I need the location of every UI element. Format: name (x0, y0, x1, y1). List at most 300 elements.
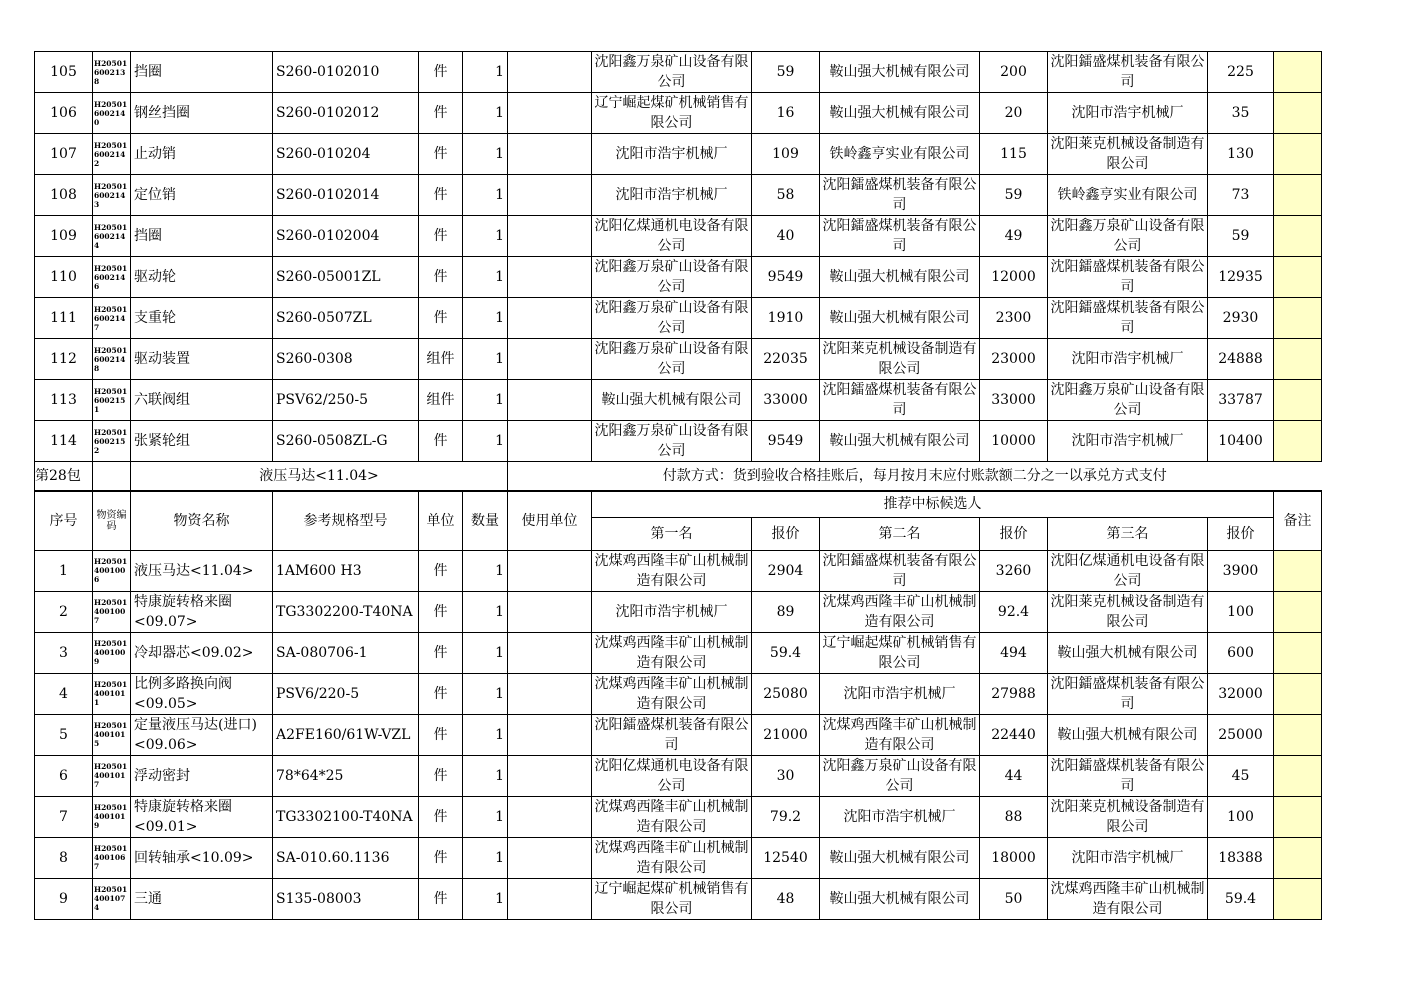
cell-name: 六联阀组 (131, 380, 273, 421)
cell-qty: 1 (463, 93, 508, 134)
cell-model: 78*64*25 (273, 755, 419, 796)
spreadsheet (34, 51, 1322, 920)
cell-p3: 130 (1208, 134, 1274, 175)
cell-second: 沈阳鐳盛煤机装备有限公司 (820, 380, 980, 421)
cell-qty: 1 (463, 837, 508, 878)
cell-p2: 44 (980, 755, 1048, 796)
cell-p2: 59 (980, 175, 1048, 216)
cell-code: H20501400101 1 (93, 673, 131, 714)
cell-note (1274, 837, 1322, 878)
cell-p1: 9549 (752, 257, 820, 298)
cell-name: 挡圈 (131, 52, 273, 93)
cell-model: A2FE160/61W-VZL (273, 714, 419, 755)
cell-model: 1AM600 H3 (273, 550, 419, 591)
cell-model: TG3302200-T40NA (273, 591, 419, 632)
cell-note (1274, 380, 1322, 421)
cell-p2: 200 (980, 52, 1048, 93)
cell-p2: 20 (980, 93, 1048, 134)
cell-name: 挡圈 (131, 216, 273, 257)
cell-note (1274, 421, 1322, 462)
cell-note (1274, 257, 1322, 298)
cell-unit: 件 (419, 216, 463, 257)
cell-note (1274, 714, 1322, 755)
cell-code: H20501400100 9 (93, 632, 131, 673)
table-row (35, 216, 1322, 257)
cell-unit: 件 (419, 52, 463, 93)
cell-p3: 225 (1208, 52, 1274, 93)
cell-third: 沈阳市浩宇机械厂 (1048, 421, 1208, 462)
cell-first: 沈阳市浩宇机械厂 (592, 591, 752, 632)
header-price-1: 报价 (752, 517, 820, 550)
header-model: 参考规格型号 (273, 491, 419, 550)
cell-unit: 件 (419, 755, 463, 796)
cell-qty: 1 (463, 257, 508, 298)
cell-p1: 1910 (752, 298, 820, 339)
cell-p2: 2300 (980, 298, 1048, 339)
cell-unit: 件 (419, 632, 463, 673)
cell-p2: 3260 (980, 550, 1048, 591)
cell-p2: 12000 (980, 257, 1048, 298)
cell-note (1274, 175, 1322, 216)
cell-no: 112 (35, 339, 93, 380)
cell-name: 三通 (131, 878, 273, 919)
cell-model: S260-010204 (273, 134, 419, 175)
cell-second: 沈阳莱克机械设备制造有限公司 (820, 339, 980, 380)
cell-no: 9 (35, 878, 93, 919)
cell-third: 沈阳莱克机械设备制造有限公司 (1048, 134, 1208, 175)
cell-user (508, 134, 592, 175)
cell-first: 沈阳市浩宇机械厂 (592, 134, 752, 175)
cell-second: 沈阳市浩宇机械厂 (820, 796, 980, 837)
payment-terms: 付款方式：货到验收合格挂账后，每月按月末应付账款额二分之一以承兑方式支付 (508, 462, 1322, 492)
cell-code: H20501600214 0 (93, 93, 131, 134)
table-row (35, 52, 1322, 93)
cell-p2: 49 (980, 216, 1048, 257)
table-row (35, 755, 1322, 796)
cell-code: H20501600214 3 (93, 175, 131, 216)
cell-first: 沈煤鸡西隆丰矿山机械制造有限公司 (592, 796, 752, 837)
header-first: 第一名 (592, 517, 752, 550)
cell-third: 沈阳莱克机械设备制造有限公司 (1048, 796, 1208, 837)
header-price-3: 报价 (1208, 517, 1274, 550)
cell-first: 沈阳鑫万泉矿山设备有限公司 (592, 52, 752, 93)
cell-model: S260-0507ZL (273, 298, 419, 339)
cell-user (508, 591, 592, 632)
cell-user (508, 632, 592, 673)
cell-code: H20501600214 6 (93, 257, 131, 298)
cell-third: 沈阳鑫万泉矿山设备有限公司 (1048, 216, 1208, 257)
cell-p1: 59.4 (752, 632, 820, 673)
cell-no: 105 (35, 52, 93, 93)
cell-note (1274, 878, 1322, 919)
cell-code: H20501400107 4 (93, 878, 131, 919)
cell-first: 沈煤鸡西隆丰矿山机械制造有限公司 (592, 550, 752, 591)
cell-qty: 1 (463, 175, 508, 216)
cell-p1: 16 (752, 93, 820, 134)
cell-p1: 21000 (752, 714, 820, 755)
cell-name: 液压马达<11.04> (131, 550, 273, 591)
cell-no: 113 (35, 380, 93, 421)
cell-p1: 109 (752, 134, 820, 175)
cell-third: 鞍山强大机械有限公司 (1048, 632, 1208, 673)
cell-p3: 59 (1208, 216, 1274, 257)
lower-rows (35, 550, 1322, 919)
cell-model: S260-0102004 (273, 216, 419, 257)
table-row (35, 837, 1322, 878)
cell-model: PSV6/220-5 (273, 673, 419, 714)
cell-name: 特康旋转格来圈<09.01> (131, 796, 273, 837)
cell-qty: 1 (463, 755, 508, 796)
cell-user (508, 175, 592, 216)
cell-code: H20501400101 5 (93, 714, 131, 755)
cell-unit: 件 (419, 298, 463, 339)
cell-third: 沈阳市浩宇机械厂 (1048, 837, 1208, 878)
cell-user (508, 339, 592, 380)
cell-no: 107 (35, 134, 93, 175)
cell-user (508, 878, 592, 919)
cell-p3: 100 (1208, 591, 1274, 632)
cell-code: H20501600214 7 (93, 298, 131, 339)
cell-name: 钢丝挡圈 (131, 93, 273, 134)
cell-p3: 35 (1208, 93, 1274, 134)
table-row (35, 339, 1322, 380)
table-row (35, 591, 1322, 632)
cell-user (508, 257, 592, 298)
cell-note (1274, 796, 1322, 837)
cell-no: 4 (35, 673, 93, 714)
cell-no: 7 (35, 796, 93, 837)
cell-qty: 1 (463, 52, 508, 93)
cell-qty: 1 (463, 134, 508, 175)
cell-p1: 48 (752, 878, 820, 919)
cell-p1: 40 (752, 216, 820, 257)
cell-name: 定量液压马达(进口)<09.06> (131, 714, 273, 755)
cell-second: 鞍山强大机械有限公司 (820, 52, 980, 93)
cell-p3: 25000 (1208, 714, 1274, 755)
cell-user (508, 298, 592, 339)
cell-p3: 100 (1208, 796, 1274, 837)
table-row (35, 380, 1322, 421)
table-row (35, 796, 1322, 837)
cell-p3: 2930 (1208, 298, 1274, 339)
cell-no: 110 (35, 257, 93, 298)
cell-model: SA-080706-1 (273, 632, 419, 673)
header-price-2: 报价 (980, 517, 1048, 550)
cell-unit: 件 (419, 134, 463, 175)
cell-name: 定位销 (131, 175, 273, 216)
cell-first: 沈阳鑫万泉矿山设备有限公司 (592, 298, 752, 339)
cell-no: 3 (35, 632, 93, 673)
cell-first: 沈阳亿煤通机电设备有限公司 (592, 755, 752, 796)
package-header (35, 462, 1322, 551)
cell-unit: 件 (419, 175, 463, 216)
cell-qty: 1 (463, 591, 508, 632)
cell-model: S260-05001ZL (273, 257, 419, 298)
cell-p3: 32000 (1208, 673, 1274, 714)
cell-second: 鞍山强大机械有限公司 (820, 837, 980, 878)
cell-p3: 18388 (1208, 837, 1274, 878)
cell-model: SA-010.60.1136 (273, 837, 419, 878)
cell-model: S260-0102012 (273, 93, 419, 134)
cell-note (1274, 216, 1322, 257)
cell-user (508, 52, 592, 93)
cell-code: H20501600215 2 (93, 421, 131, 462)
cell-p1: 25080 (752, 673, 820, 714)
cell-p2: 33000 (980, 380, 1048, 421)
cell-p3: 33787 (1208, 380, 1274, 421)
cell-p1: 59 (752, 52, 820, 93)
cell-name: 支重轮 (131, 298, 273, 339)
cell-third: 沈阳亿煤通机电设备有限公司 (1048, 550, 1208, 591)
cell-code: H20501600214 2 (93, 134, 131, 175)
cell-model: S260-0508ZL-G (273, 421, 419, 462)
cell-p2: 10000 (980, 421, 1048, 462)
cell-code: H20501400101 7 (93, 755, 131, 796)
cell-qty: 1 (463, 673, 508, 714)
cell-qty: 1 (463, 339, 508, 380)
cell-user (508, 550, 592, 591)
header-note: 备注 (1274, 491, 1322, 550)
cell-no: 8 (35, 837, 93, 878)
cell-model: S135-08003 (273, 878, 419, 919)
cell-first: 沈阳市浩宇机械厂 (592, 175, 752, 216)
cell-first: 沈煤鸡西隆丰矿山机械制造有限公司 (592, 837, 752, 878)
header-third: 第三名 (1048, 517, 1208, 550)
cell-second: 鞍山强大机械有限公司 (820, 257, 980, 298)
cell-p1: 79.2 (752, 796, 820, 837)
cell-qty: 1 (463, 632, 508, 673)
cell-note (1274, 673, 1322, 714)
cell-note (1274, 591, 1322, 632)
cell-first: 辽宁崛起煤矿机械销售有限公司 (592, 878, 752, 919)
cell-code: H20501600214 4 (93, 216, 131, 257)
cell-name: 驱动装置 (131, 339, 273, 380)
package-label: 第28包 (35, 462, 93, 492)
cell-second: 沈阳市浩宇机械厂 (820, 673, 980, 714)
header-second: 第二名 (820, 517, 980, 550)
cell-user (508, 714, 592, 755)
cell-qty: 1 (463, 298, 508, 339)
cell-model: S260-0308 (273, 339, 419, 380)
cell-note (1274, 134, 1322, 175)
cell-qty: 1 (463, 380, 508, 421)
cell-second: 铁岭鑫亨实业有限公司 (820, 134, 980, 175)
table-row (35, 714, 1322, 755)
upper-rows (35, 52, 1322, 462)
cell-code: H20501400100 6 (93, 550, 131, 591)
cell-first: 沈阳鑫万泉矿山设备有限公司 (592, 257, 752, 298)
header-qty: 数量 (463, 491, 508, 550)
cell-name: 特康旋转格来圈<09.07> (131, 591, 273, 632)
cell-p2: 50 (980, 878, 1048, 919)
cell-code: H20501400106 7 (93, 837, 131, 878)
cell-name: 回转轴承<10.09> (131, 837, 273, 878)
table-row (35, 134, 1322, 175)
cell-p2: 27988 (980, 673, 1048, 714)
cell-second: 鞍山强大机械有限公司 (820, 878, 980, 919)
cell-p2: 88 (980, 796, 1048, 837)
cell-name: 驱动轮 (131, 257, 273, 298)
cell-name: 张紧轮组 (131, 421, 273, 462)
cell-third: 沈阳鑫万泉矿山设备有限公司 (1048, 380, 1208, 421)
cell-unit: 件 (419, 591, 463, 632)
cell-third: 铁岭鑫亨实业有限公司 (1048, 175, 1208, 216)
header-unit: 单位 (419, 491, 463, 550)
cell-note (1274, 52, 1322, 93)
cell-first: 沈煤鸡西隆丰矿山机械制造有限公司 (592, 632, 752, 673)
cell-qty: 1 (463, 796, 508, 837)
cell-p2: 115 (980, 134, 1048, 175)
cell-p1: 9549 (752, 421, 820, 462)
cell-no: 108 (35, 175, 93, 216)
cell-p3: 73 (1208, 175, 1274, 216)
cell-no: 111 (35, 298, 93, 339)
header-user: 使用单位 (508, 491, 592, 550)
cell-third: 沈阳市浩宇机械厂 (1048, 93, 1208, 134)
cell-unit: 件 (419, 878, 463, 919)
cell-user (508, 796, 592, 837)
cell-p3: 3900 (1208, 550, 1274, 591)
header-code: 物资编码 (93, 491, 131, 550)
cell-second: 鞍山强大机械有限公司 (820, 298, 980, 339)
package-title: 液压马达<11.04> (131, 462, 508, 492)
cell-p1: 33000 (752, 380, 820, 421)
bid-table (34, 51, 1322, 920)
cell-first: 鞍山强大机械有限公司 (592, 380, 752, 421)
cell-third: 沈阳市浩宇机械厂 (1048, 339, 1208, 380)
table-row (35, 257, 1322, 298)
cell-no: 106 (35, 93, 93, 134)
table-row (35, 298, 1322, 339)
cell-unit: 件 (419, 421, 463, 462)
cell-qty: 1 (463, 421, 508, 462)
cell-model: S260-0102010 (273, 52, 419, 93)
cell-code: H20501400100 7 (93, 591, 131, 632)
cell-model: PSV62/250-5 (273, 380, 419, 421)
cell-note (1274, 550, 1322, 591)
cell-p2: 92.4 (980, 591, 1048, 632)
cell-first: 辽宁崛起煤矿机械销售有限公司 (592, 93, 752, 134)
cell-no: 5 (35, 714, 93, 755)
table-row (35, 421, 1322, 462)
cell-unit: 组件 (419, 339, 463, 380)
table-row (35, 673, 1322, 714)
cell-second: 鞍山强大机械有限公司 (820, 93, 980, 134)
cell-unit: 件 (419, 257, 463, 298)
cell-note (1274, 298, 1322, 339)
cell-note (1274, 93, 1322, 134)
cell-p1: 89 (752, 591, 820, 632)
table-row (35, 632, 1322, 673)
cell-unit: 件 (419, 673, 463, 714)
cell-p3: 600 (1208, 632, 1274, 673)
cell-third: 沈煤鸡西隆丰矿山机械制造有限公司 (1048, 878, 1208, 919)
table-row (35, 550, 1322, 591)
cell-no: 6 (35, 755, 93, 796)
cell-p2: 494 (980, 632, 1048, 673)
cell-p2: 18000 (980, 837, 1048, 878)
cell-p1: 58 (752, 175, 820, 216)
cell-unit: 件 (419, 93, 463, 134)
cell-unit: 件 (419, 796, 463, 837)
cell-model: TG3302100-T40NA (273, 796, 419, 837)
cell-second: 辽宁崛起煤矿机械销售有限公司 (820, 632, 980, 673)
cell-p3: 45 (1208, 755, 1274, 796)
cell-first: 沈煤鸡西隆丰矿山机械制造有限公司 (592, 673, 752, 714)
cell-code: H20501600215 1 (93, 380, 131, 421)
cell-code: H20501600213 8 (93, 52, 131, 93)
cell-name: 止动销 (131, 134, 273, 175)
cell-user (508, 755, 592, 796)
cell-first: 沈阳鑫万泉矿山设备有限公司 (592, 339, 752, 380)
cell-second: 沈阳鐳盛煤机装备有限公司 (820, 175, 980, 216)
cell-third: 沈阳鐳盛煤机装备有限公司 (1048, 755, 1208, 796)
cell-code: H20501600214 8 (93, 339, 131, 380)
header-name: 物资名称 (131, 491, 273, 550)
cell-p2: 22440 (980, 714, 1048, 755)
cell-code: H20501400101 9 (93, 796, 131, 837)
cell-p1: 2904 (752, 550, 820, 591)
table-row (35, 175, 1322, 216)
cell-name: 比例多路换向阀<09.05> (131, 673, 273, 714)
cell-user (508, 380, 592, 421)
cell-qty: 1 (463, 550, 508, 591)
cell-first: 沈阳亿煤通机电设备有限公司 (592, 216, 752, 257)
cell-p1: 30 (752, 755, 820, 796)
cell-third: 沈阳鐳盛煤机装备有限公司 (1048, 257, 1208, 298)
cell-p3: 12935 (1208, 257, 1274, 298)
cell-third: 沈阳莱克机械设备制造有限公司 (1048, 591, 1208, 632)
cell-unit: 件 (419, 837, 463, 878)
table-row (35, 93, 1322, 134)
cell-p1: 22035 (752, 339, 820, 380)
cell-user (508, 837, 592, 878)
cell-note (1274, 632, 1322, 673)
cell-model: S260-0102014 (273, 175, 419, 216)
cell-user (508, 93, 592, 134)
cell-second: 沈阳鑫万泉矿山设备有限公司 (820, 755, 980, 796)
cell-second: 沈煤鸡西隆丰矿山机械制造有限公司 (820, 714, 980, 755)
cell-no: 2 (35, 591, 93, 632)
header-recommend: 推荐中标候选人 (592, 491, 1274, 517)
cell-third: 沈阳鐳盛煤机装备有限公司 (1048, 52, 1208, 93)
cell-note (1274, 339, 1322, 380)
cell-first: 沈阳鐳盛煤机装备有限公司 (592, 714, 752, 755)
cell-second: 沈阳鐳盛煤机装备有限公司 (820, 216, 980, 257)
cell-second: 沈阳鐳盛煤机装备有限公司 (820, 550, 980, 591)
cell-unit: 件 (419, 714, 463, 755)
cell-no: 109 (35, 216, 93, 257)
cell-name: 浮动密封 (131, 755, 273, 796)
cell-no: 1 (35, 550, 93, 591)
cell-third: 鞍山强大机械有限公司 (1048, 714, 1208, 755)
cell-qty: 1 (463, 878, 508, 919)
cell-user (508, 673, 592, 714)
cell-note (1274, 755, 1322, 796)
cell-user (508, 216, 592, 257)
cell-second: 鞍山强大机械有限公司 (820, 421, 980, 462)
cell-unit: 组件 (419, 380, 463, 421)
table-row (35, 878, 1322, 919)
cell-third: 沈阳鐳盛煤机装备有限公司 (1048, 298, 1208, 339)
cell-second: 沈煤鸡西隆丰矿山机械制造有限公司 (820, 591, 980, 632)
cell-no: 114 (35, 421, 93, 462)
cell-p2: 23000 (980, 339, 1048, 380)
cell-unit: 件 (419, 550, 463, 591)
cell-third: 沈阳鐳盛煤机装备有限公司 (1048, 673, 1208, 714)
cell-first: 沈阳鑫万泉矿山设备有限公司 (592, 421, 752, 462)
cell-qty: 1 (463, 714, 508, 755)
